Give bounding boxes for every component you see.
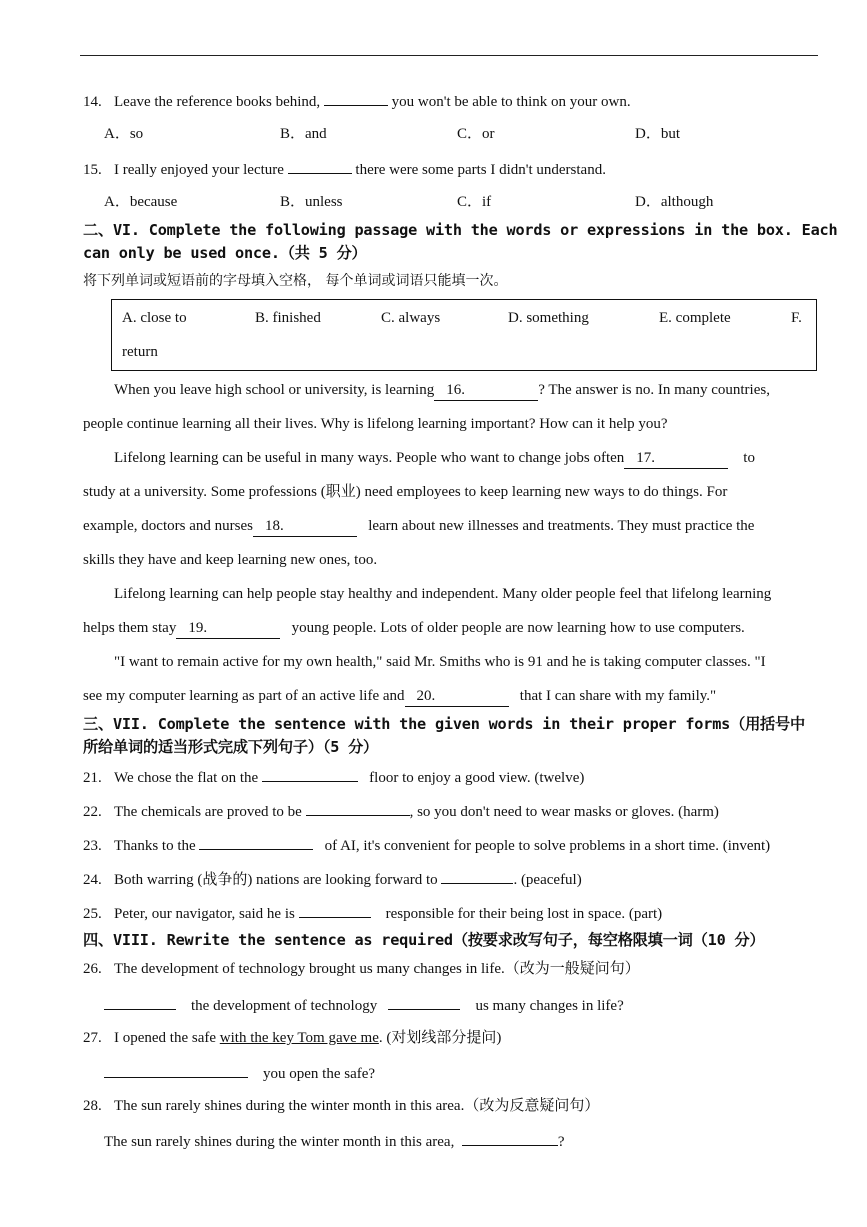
section-6-instruction: 将下列单词或短语前的字母填入空格， 每个单词或词语只能填一次。: [83, 273, 508, 289]
passage-line-9: "I want to remain active for my own health," said Mr. Smiths who is 91 and he is taking computer classes. "I: [114, 654, 766, 670]
passage-line-1: When you leave high school or university, is learning 16. ? The answer is no. In many countries,: [114, 380, 770, 401]
answer-blank-14[interactable]: [324, 90, 388, 106]
answer-blank-28[interactable]: [462, 1130, 558, 1146]
answer-blank-23[interactable]: [199, 834, 313, 850]
option-15-a[interactable]: A．because: [104, 194, 178, 210]
answer-blank-17[interactable]: 17.: [624, 448, 728, 469]
word-box-item-a: A. close to: [122, 310, 187, 326]
word-box-item-f: F.: [791, 310, 802, 326]
answer-blank-22[interactable]: [306, 800, 410, 816]
question-28-answer-line: The sun rarely shines during the winter month in this area, ?: [104, 1130, 565, 1152]
question-26: 26. The development of technology brought us many changes in life.（改为一般疑问句）: [83, 961, 640, 977]
option-14-a[interactable]: A．so: [104, 126, 144, 142]
word-box-item-c: C. always: [381, 310, 441, 326]
passage-line-2: people continue learning all their lives. Why is lifelong learning important? How can it help you?: [83, 416, 668, 432]
option-14-d[interactable]: D．but: [635, 126, 681, 142]
passage-line-7: Lifelong learning can help people stay healthy and independent. Many older people feel that lifelong learning: [114, 586, 772, 602]
question-15: 15. I really enjoyed your lecture there were some parts I didn't understand.: [83, 158, 606, 180]
question-24: 24. Both warring (战争的) nations are looking forward to . (peaceful): [83, 868, 582, 890]
underlined-phrase: with the key Tom gave me: [219, 1030, 379, 1046]
passage-line-4: study at a university. Some professions (职业) need employees to keep learning new ways to do things. For: [83, 484, 728, 500]
section-6-title-line2: can only be used once.（共 5 分）: [83, 244, 367, 262]
passage-line-3: Lifelong learning can be useful in many ways. People who want to change jobs often 17. to: [114, 448, 755, 469]
question-22: 22. The chemicals are proved to be , so you don't need to wear masks or gloves. (harm): [83, 800, 719, 822]
question-23: 23. Thanks to the of AI, it's convenient for people to solve problems in a short time. (invent): [83, 834, 770, 856]
header-rule: [80, 55, 818, 56]
section-6-title-line1: 二、VI. Complete the following passage with the words or expressions in the box. Each: [83, 221, 838, 239]
option-15-c[interactable]: C．if: [457, 194, 492, 210]
answer-blank-26b[interactable]: [388, 994, 460, 1010]
section-8-title: 四、VIII. Rewrite the sentence as required（按要求改写句子，每空格限填一词（10 分）: [83, 931, 765, 949]
word-box-item-b: B. finished: [255, 310, 321, 326]
question-26-answer-line: the development of technology us many changes in life?: [104, 994, 624, 1016]
section-7-title-line2: 所给单词的适当形式完成下列句子）（5 分）: [83, 738, 379, 756]
word-box-item-f-text: return: [122, 344, 158, 360]
question-27: 27. I opened the safe with the key Tom gave me. (对划线部分提问): [83, 1030, 502, 1046]
option-14-b[interactable]: B．and: [280, 126, 327, 142]
word-box-item-e: E. complete: [659, 310, 731, 326]
question-25: 25. Peter, our navigator, said he is responsible for their being lost in space. (part): [83, 902, 662, 924]
passage-line-5: example, doctors and nurses 18. learn about new illnesses and treatments. They must practice the: [83, 516, 754, 537]
answer-blank-21[interactable]: [262, 766, 358, 782]
answer-blank-27[interactable]: [104, 1062, 248, 1078]
passage-line-6: skills they have and keep learning new ones, too.: [83, 552, 378, 568]
answer-blank-20[interactable]: 20.: [405, 686, 509, 707]
answer-blank-15[interactable]: [288, 158, 352, 174]
passage-line-8: helps them stay 19. young people. Lots of older people are now learning how to use computers.: [83, 618, 745, 639]
section-7-title-line1: 三、VII. Complete the sentence with the given words in their proper forms（用括号中: [83, 715, 806, 733]
answer-blank-18[interactable]: 18.: [253, 516, 357, 537]
answer-blank-24[interactable]: [441, 868, 513, 884]
option-15-b[interactable]: B．unless: [280, 194, 343, 210]
option-15-d[interactable]: D．although: [635, 194, 714, 210]
answer-blank-25[interactable]: [299, 902, 371, 918]
answer-blank-26a[interactable]: [104, 994, 176, 1010]
question-14: 14. Leave the reference books behind, you won't be able to think on your own.: [83, 90, 631, 112]
question-21: 21. We chose the flat on the floor to enjoy a good view. (twelve): [83, 766, 584, 788]
question-28: 28. The sun rarely shines during the winter month in this area.（改为反意疑问句）: [83, 1098, 600, 1114]
word-box: [111, 299, 817, 371]
question-27-answer-line: you open the safe?: [104, 1062, 375, 1084]
answer-blank-16[interactable]: 16.: [434, 380, 538, 401]
passage-line-10: see my computer learning as part of an active life and 20. that I can share with my family.": [83, 686, 716, 707]
word-box-item-d: D. something: [508, 310, 589, 326]
option-14-c[interactable]: C．or: [457, 126, 495, 142]
answer-blank-19[interactable]: 19.: [176, 618, 280, 639]
